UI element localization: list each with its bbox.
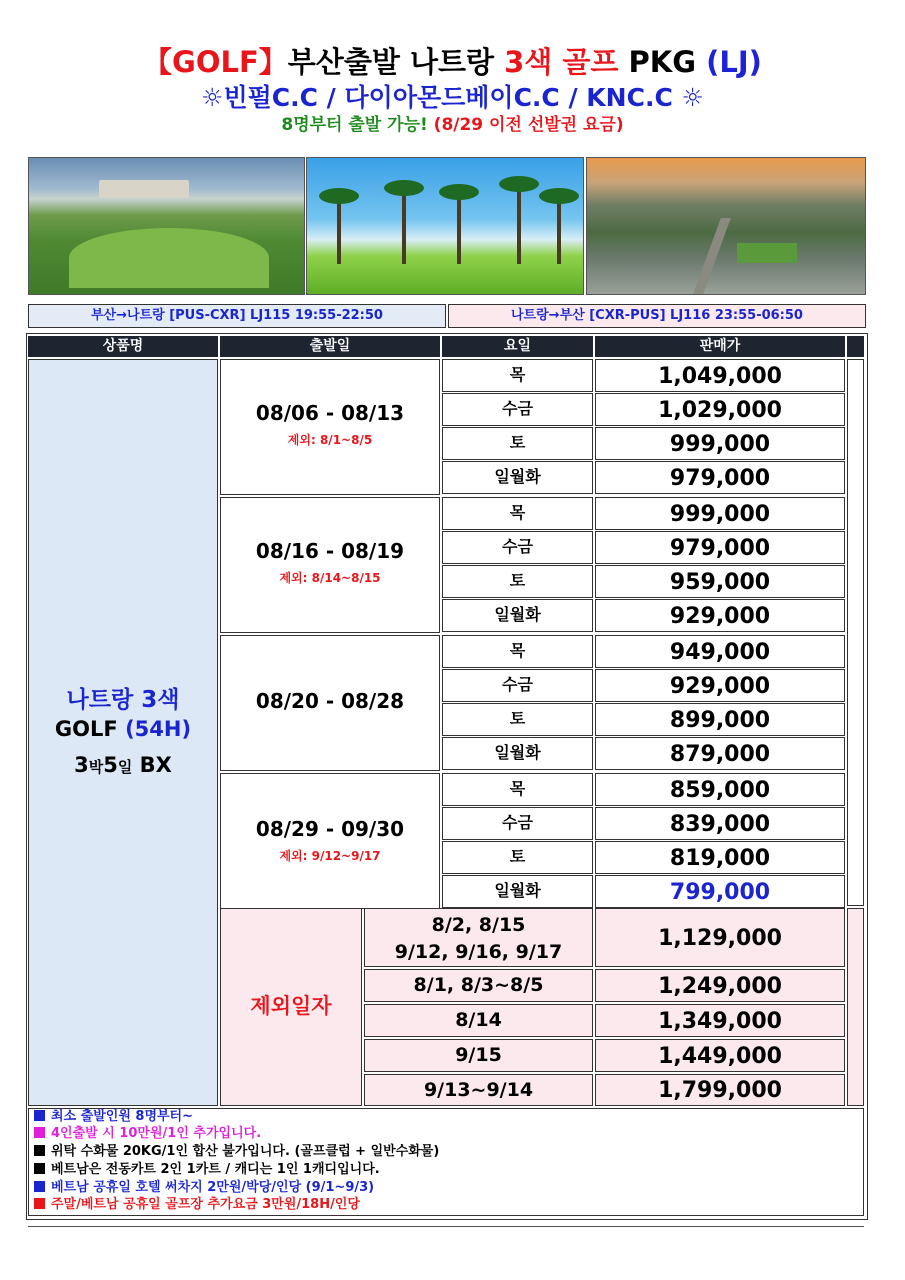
note-line: [34, 1161, 380, 1178]
price-cell: 979,000: [595, 461, 845, 494]
date-range-1: 08/06 - 08/13: [255, 401, 405, 425]
price-cell: 1,049,000: [595, 359, 845, 392]
header-departure: 출발일: [220, 336, 440, 357]
date-range-3: 08/20 - 08/28: [255, 689, 405, 713]
days-num: 5: [103, 753, 118, 777]
golf-course-photo-2: [306, 157, 584, 295]
excluded-dates-line: 8/2, 8/15: [431, 914, 526, 936]
header-price: 판매가: [595, 336, 845, 357]
price-cell-lowest: 799,000: [595, 875, 845, 908]
price-cell: 859,000: [595, 773, 845, 806]
exclude-note-4: 제외: 9/12~9/17: [279, 849, 381, 863]
golf-course-photo-1: [28, 157, 305, 295]
square-bullet-icon: [34, 1181, 45, 1192]
weekday-cell: 토: [442, 427, 593, 460]
weekday-cell: 일월화: [442, 599, 593, 632]
side-column-excluded: [847, 908, 864, 1106]
note-line: [34, 1143, 439, 1160]
weekday-cell: 토: [442, 841, 593, 874]
note-line: [34, 1196, 360, 1213]
square-bullet-icon: [34, 1145, 45, 1156]
price-cell: 999,000: [595, 427, 845, 460]
excluded-dates-cell: 9/13~9/14: [364, 1074, 593, 1106]
excluded-price-cell: 1,449,000: [595, 1039, 845, 1072]
date-cell-4: [220, 773, 440, 909]
note-text: 최소 출발인원 8명부터~: [51, 1109, 194, 1124]
golf-course-photo-3: [586, 157, 866, 295]
weekday-cell: 수금: [442, 531, 593, 564]
date-cell-2: [220, 497, 440, 633]
note-text: 베트남은 전동카트 2인 1카트 / 캐디는 1인 1캐디입니다.: [51, 1162, 380, 1177]
note-line: [34, 1108, 193, 1125]
subtitle: [0, 113, 905, 137]
excluded-price-cell: 1,349,000: [595, 1004, 845, 1037]
exclude-note-2: 제외: 8/14~8/15: [279, 571, 381, 585]
exclude-note-1: 제외: 8/1~8/5: [287, 433, 373, 447]
date-range-2: 08/16 - 08/19: [255, 539, 405, 563]
title-route: 부산출발 나트랑: [287, 45, 505, 79]
weekday-cell: 토: [442, 703, 593, 736]
product-holes: (54H): [125, 717, 192, 741]
days-unit: 일: [117, 758, 133, 776]
note-text: 4인출발 시 10만원/1인 추가입니다.: [51, 1126, 262, 1141]
excluded-price-cell: 1,799,000: [595, 1074, 845, 1106]
excluded-price-cell: 1,249,000: [595, 969, 845, 1002]
weekday-cell: 목: [442, 773, 593, 806]
price-cell: 819,000: [595, 841, 845, 874]
square-bullet-icon: [34, 1163, 45, 1174]
inbound-flight: 나트랑→부산 [CXR-PUS] LJ116 23:55-06:50: [448, 304, 866, 328]
header-weekday: 요일: [442, 336, 593, 357]
price-cell: 979,000: [595, 531, 845, 564]
date-cell-1: [220, 359, 440, 495]
nights-num: 3: [74, 753, 89, 777]
price-cell: 1,029,000: [595, 393, 845, 426]
excluded-dates-cell: [364, 908, 593, 967]
product-golf-label: GOLF: [54, 717, 126, 741]
title-airline: (LJ): [706, 45, 762, 79]
title-three-color: 3색 골프: [504, 45, 619, 79]
header-product: 상품명: [28, 336, 218, 357]
note-text: 베트남 공휴일 호텔 써차지 2만원/박당/인당 (9/1~9/3): [51, 1180, 375, 1195]
product-golf: [28, 717, 218, 741]
note-text: 위탁 수화물 20KG/1인 합산 불가입니다. (골프클럽 + 일반수화물): [51, 1144, 440, 1159]
note-text: 주말/베트남 공휴일 골프장 추가요금 3만원/18H/인당: [51, 1197, 360, 1212]
weekday-cell: 목: [442, 635, 593, 668]
excluded-dates-cell: 8/14: [364, 1004, 593, 1037]
price-cell: 879,000: [595, 737, 845, 770]
square-bullet-icon: [34, 1127, 45, 1138]
price-cell: 949,000: [595, 635, 845, 668]
bottom-divider: [28, 1226, 864, 1227]
weekday-cell: 수금: [442, 807, 593, 840]
subtitle-min-people: 8명부터 출발 가능!: [281, 115, 434, 135]
weekday-cell: 일월화: [442, 875, 593, 908]
side-column: [847, 359, 864, 906]
price-cell: 899,000: [595, 703, 845, 736]
excluded-dates-line: 9/12, 9/16, 9/17: [394, 941, 563, 963]
weekday-cell: 수금: [442, 669, 593, 702]
header-side: [847, 336, 864, 357]
square-bullet-icon: [34, 1110, 45, 1121]
note-line: [34, 1179, 374, 1196]
price-cell: 929,000: [595, 599, 845, 632]
course-list: ☼빈펄C.C / 다이아몬드베이C.C / KNC.C ☼: [201, 83, 704, 112]
weekday-cell: 일월화: [442, 461, 593, 494]
page-title: [0, 42, 905, 82]
outbound-flight: 부산→나트랑 [PUS-CXR] LJ115 19:55-22:50: [28, 304, 446, 328]
title-golf-tag: 【GOLF】: [143, 45, 288, 79]
excluded-label: 제외일자: [250, 994, 332, 1018]
weekday-cell: 수금: [442, 393, 593, 426]
baggage: BX: [132, 753, 172, 777]
weekday-cell: 토: [442, 565, 593, 598]
title-pkg: PKG: [618, 45, 707, 79]
weekday-cell: 일월화: [442, 737, 593, 770]
product-duration: [28, 753, 218, 777]
square-bullet-icon: [34, 1198, 45, 1209]
price-cell: 959,000: [595, 565, 845, 598]
price-cell: 999,000: [595, 497, 845, 530]
subtitle-early-bird: (8/29 이전 선발권 요금): [433, 115, 624, 135]
excluded-dates-cell: 9/15: [364, 1039, 593, 1072]
excluded-dates-cell: 8/1, 8/3~8/5: [364, 969, 593, 1002]
excluded-price-cell: 1,129,000: [595, 908, 845, 967]
product-name: 나트랑 3색: [66, 687, 180, 713]
note-line: [34, 1125, 261, 1142]
date-range-4: 08/29 - 09/30: [255, 817, 405, 841]
price-cell: 839,000: [595, 807, 845, 840]
weekday-cell: 목: [442, 359, 593, 392]
weekday-cell: 목: [442, 497, 593, 530]
price-cell: 929,000: [595, 669, 845, 702]
nights-unit: 박: [88, 758, 104, 776]
